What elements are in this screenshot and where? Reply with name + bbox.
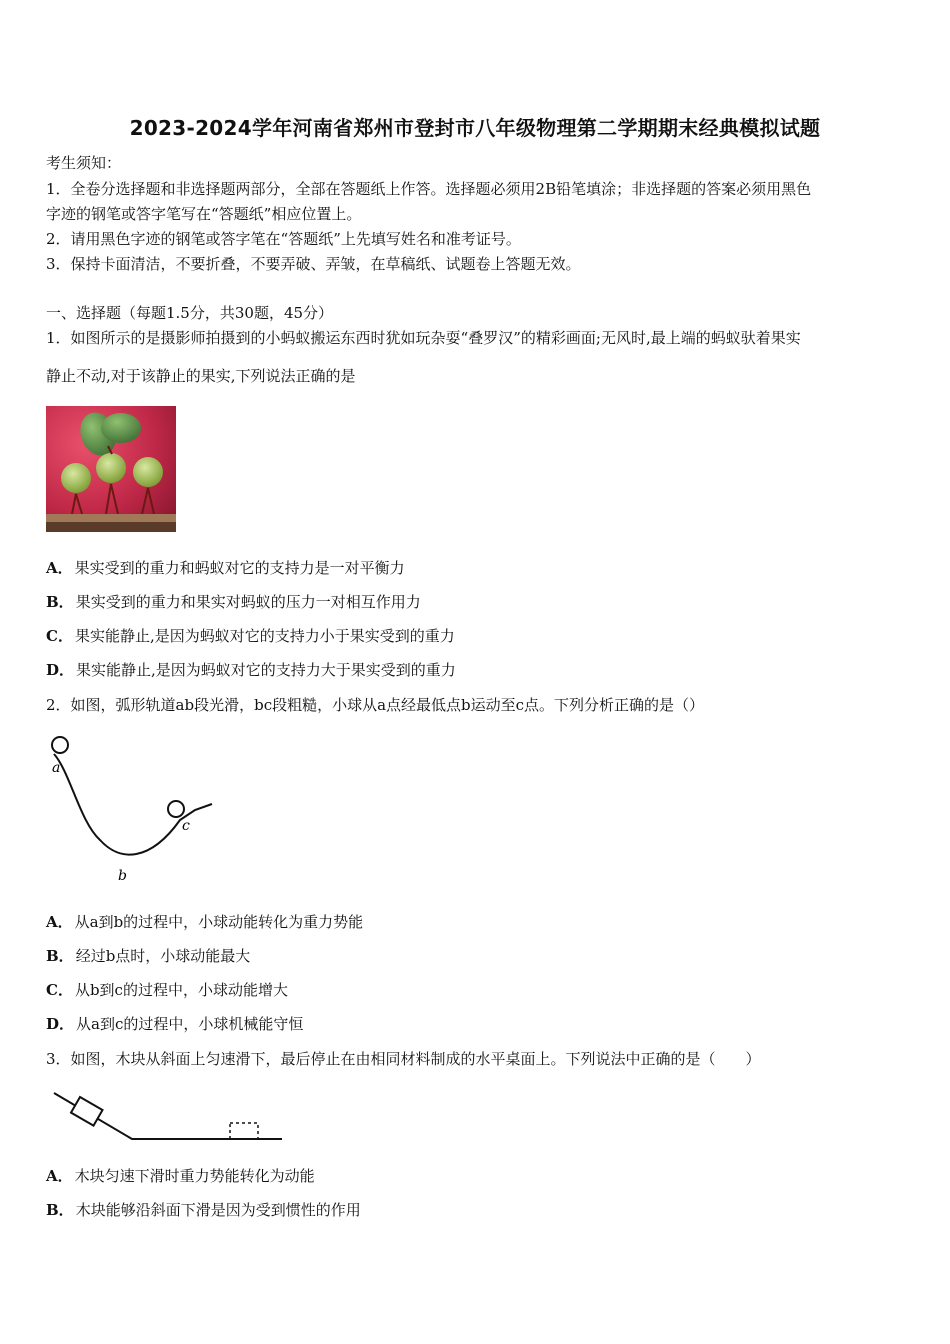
question-2-stem: 2．如图，弧形轨道ab段光滑，bc段粗糙，小球从a点经最低点b运动至c点。下列分析正确的是（） xyxy=(46,696,705,714)
label-b: b xyxy=(118,868,127,884)
q3-option-b[interactable]: B． 木块能够沿斜面下滑是因为受到惯性的作用 xyxy=(46,1201,361,1219)
q3-option-a[interactable]: A． 木块匀速下滑时重力势能转化为动能 xyxy=(46,1167,315,1185)
incline-block-figure xyxy=(50,1085,290,1143)
label-c: c xyxy=(182,818,190,834)
q1-option-d[interactable]: D． 果实能静止,是因为蚂蚁对它的支持力大于果实受到的重力 xyxy=(46,661,456,679)
notice-item: 1．全卷分选择题和非选择题两部分，全部在答题纸上作答。选择题必须用2B铅笔填涂；非选择题的答案必须用黑色 xyxy=(46,180,812,198)
notice-item: 2．请用黑色字迹的钢笔或答字笔在“答题纸”上先填写姓名和准考证号。 xyxy=(46,230,521,248)
notice-item: 3．保持卡面清洁，不要折叠，不要弄破、弄皱，在草稿纸、试题卷上答题无效。 xyxy=(46,255,581,273)
question-3-stem: 3．如图，木块从斜面上匀速滑下，最后停止在由相同材料制成的水平桌面上。下列说法中正确的是（ ） xyxy=(46,1050,761,1068)
q2-option-c[interactable]: C． 从b到c的过程中，小球动能增大 xyxy=(46,981,288,999)
section-heading: 一、选择题（每题1.5分，共30题，45分） xyxy=(46,304,334,322)
q1-option-a[interactable]: A． 果实受到的重力和蚂蚁对它的支持力是一对平衡力 xyxy=(46,559,405,577)
arc-track-figure xyxy=(40,732,225,892)
q2-option-b[interactable]: B． 经过b点时，小球动能最大 xyxy=(46,947,251,965)
ant-photo xyxy=(46,406,176,532)
label-a: a xyxy=(52,760,61,776)
notice-heading: 考生须知： xyxy=(46,154,122,172)
q2-option-d[interactable]: D． 从a到c的过程中，小球机械能守恒 xyxy=(46,1015,304,1033)
q1-option-c[interactable]: C． 果实能静止,是因为蚂蚁对它的支持力小于果实受到的重力 xyxy=(46,627,455,645)
question-1-stem-cont: 静止不动,对于该静止的果实,下列说法正确的是 xyxy=(46,367,356,385)
notice-item: 字迹的钢笔或答字笔写在“答题纸”相应位置上。 xyxy=(46,205,362,223)
q1-option-b[interactable]: B． 果实受到的重力和果实对蚂蚁的压力一对相互作用力 xyxy=(46,593,421,611)
q2-option-a[interactable]: A． 从a到b的过程中，小球动能转化为重力势能 xyxy=(46,913,364,931)
question-1-stem: 1．如图所示的是摄影师拍摄到的小蚂蚁搬运东西时犹如玩杂耍“叠罗汉”的精彩画面;无风时,最上端的蚂蚁驮着果实 xyxy=(46,329,801,347)
page-title: 2023-2024学年河南省郑州市登封市八年级物理第二学期期末经典模拟试题 xyxy=(129,116,821,140)
